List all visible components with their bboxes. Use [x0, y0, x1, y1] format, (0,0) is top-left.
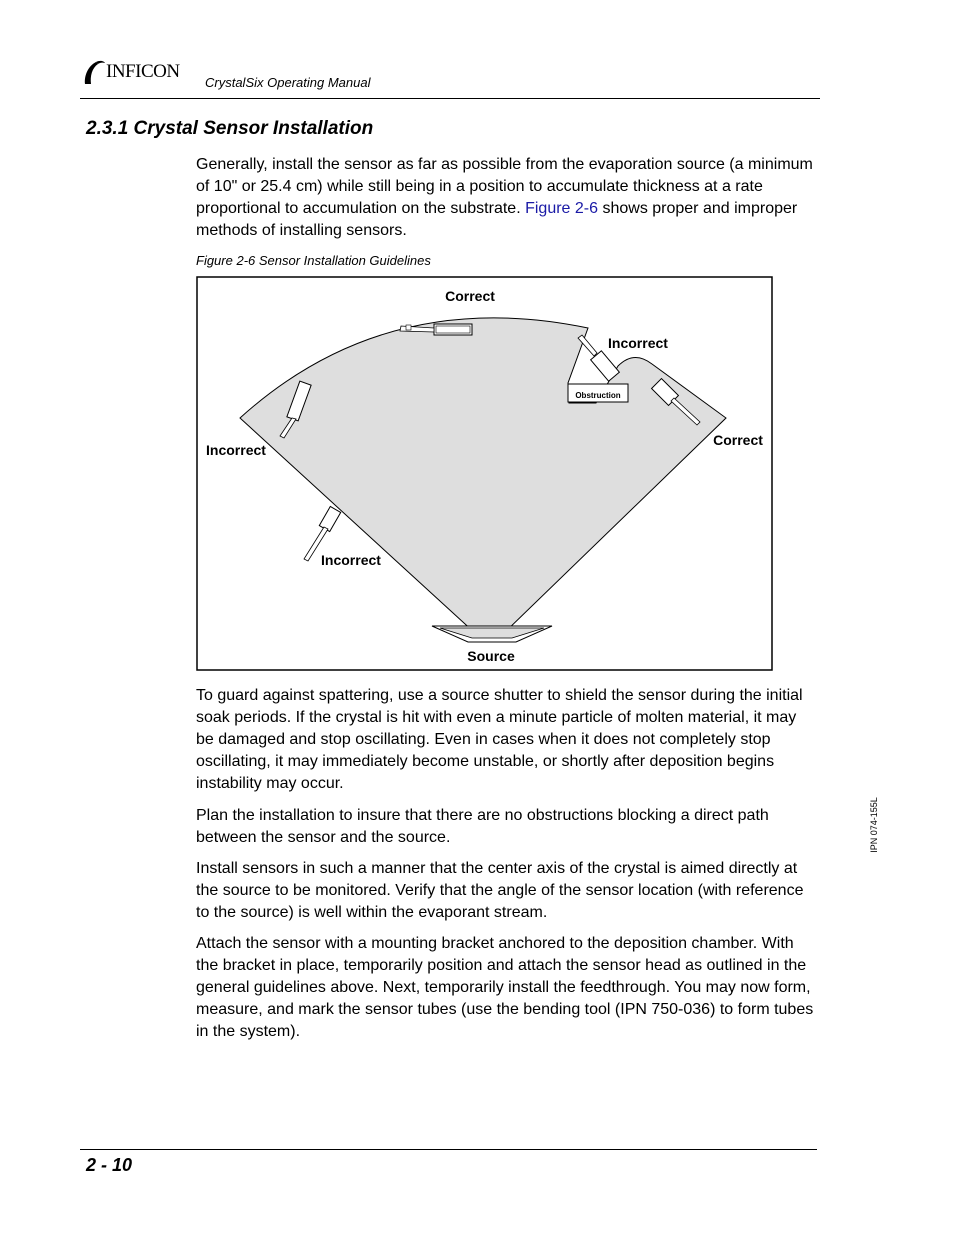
figure-caption: Figure 2-6 Sensor Installation Guidelines — [196, 253, 431, 268]
label-obstruction: Obstruction — [575, 391, 621, 400]
inficon-logo-mark-icon — [82, 58, 106, 86]
paragraph-spattering: To guard against spattering, use a source shutter to shield the sensor during the initial soak periods. If the crystal is hit with even a minute particle of molten material, it may be damaged and stop oscillating. Even in cases when it does not completely stop oscillating, it may immediately become unstable, or shortly after deposition begins instability may occur. — [196, 687, 803, 792]
paragraph-center-axis: Install sensors in such a manner that the center axis of the crystal is aimed directly at the source to be monitored. Verify that the angle of the sensor location (with reference to the source) is well within the evaporant stream. — [196, 860, 804, 921]
label-incorrect-top-right: Incorrect — [608, 335, 668, 351]
ipn-text: IPN 074-155L — [869, 797, 879, 853]
sensor-installation-diagram — [196, 276, 773, 671]
page-number: 2 - 10 — [86, 1155, 133, 1175]
label-correct-right: Correct — [713, 432, 763, 448]
label-incorrect-left: Incorrect — [206, 442, 266, 458]
paragraph-intro-text-b: shows proper and improper methods of installing sensors. — [196, 200, 798, 239]
header-rule — [80, 98, 820, 99]
manual-title: CrystalSix Operating Manual — [205, 75, 371, 90]
section-heading: 2.3.1 Crystal Sensor Installation — [86, 118, 374, 139]
paragraph-mounting: Attach the sensor with a mounting bracket anchored to the deposition chamber. With the bracket in place, temporarily position and attach the sensor head as outlined in the general guidelines above. Next, temporarily install the feedthrough. You may now form, measure, and mark the sensor tubes (use the bending tool (IPN 750-036) to form tubes in the system). — [196, 935, 814, 1040]
paragraph-intro — [196, 154, 816, 242]
label-correct-top: Correct — [445, 288, 495, 304]
figure-cross-reference-link[interactable]: Figure 2-6 — [525, 200, 599, 217]
footer-rule — [80, 1149, 817, 1150]
sensor-installation-figure — [196, 276, 773, 671]
label-source: Source — [467, 648, 515, 664]
paragraph-obstructions: Plan the installation to insure that there are no obstructions blocking a direct path between the sensor and the source. — [196, 807, 769, 846]
logo-text: INFICON — [106, 61, 180, 82]
label-incorrect-lower: Incorrect — [321, 552, 381, 568]
paragraph-intro-text-a: Generally, install the sensor as far as possible from the evaporation source (a minimum of 10" or 25.4 cm) while still being in a position to accumulate thickness at a rate proportional to accumulation on the substrate. — [196, 156, 813, 217]
inficon-logo — [82, 58, 197, 86]
